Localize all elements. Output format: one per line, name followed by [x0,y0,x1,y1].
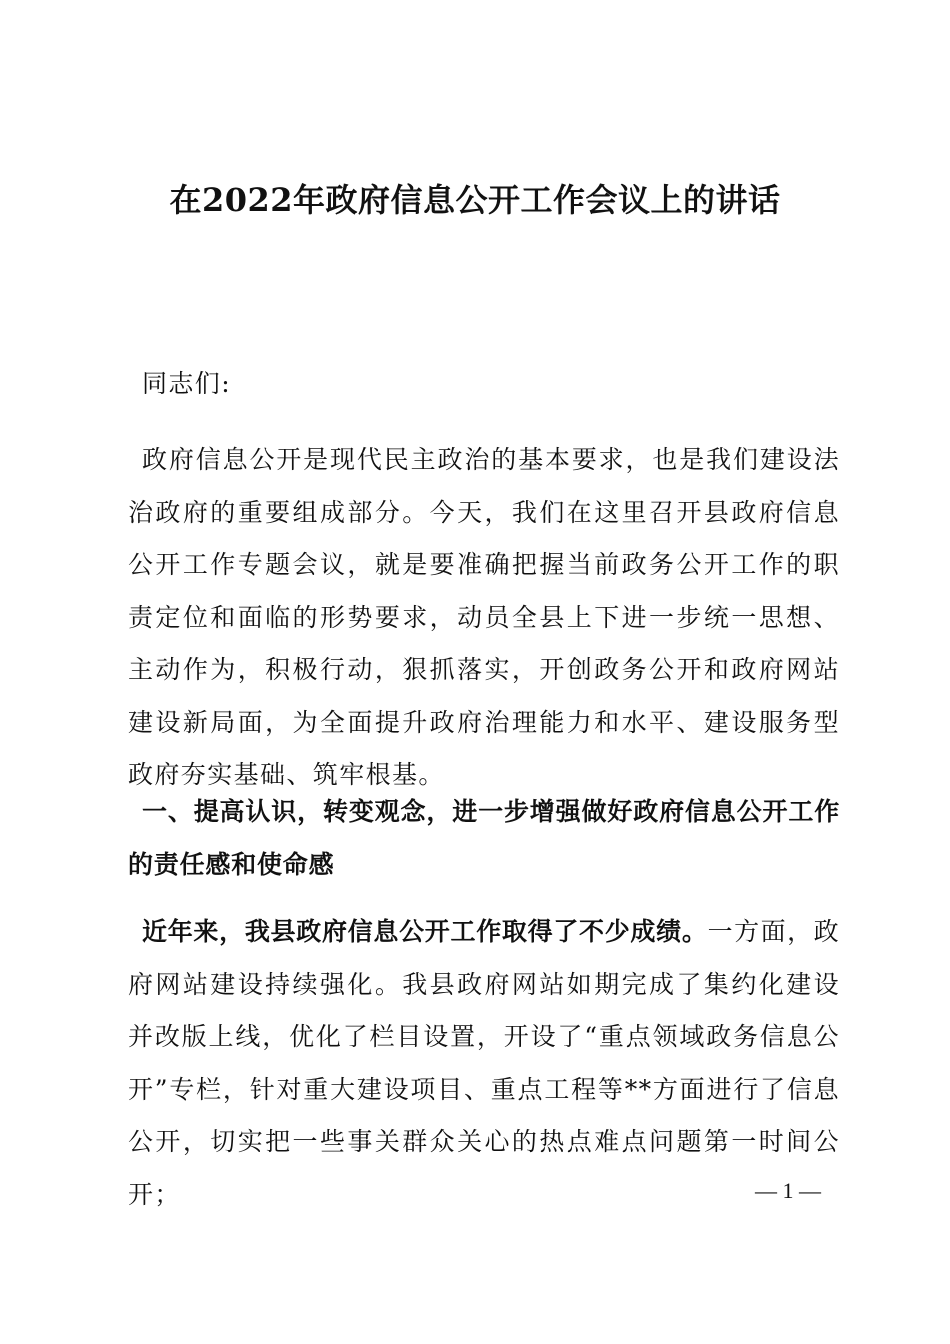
paragraph-section-1 [128,906,840,1221]
paragraph-intro: 政府信息公开是现代民主政治的基本要求，也是我们建设法治政府的重要组成部分。今天，我们在这里召开县政府信息公开工作专题会议，就是要准确把握当前政务公开工作的职责定位和面临的形势要求，动员全县上下进一步统一思想、主动作为，积极行动，狠抓落实，开创政务公开和政府网站建设新局面，为全面提升政府治理能力和水平、建设服务型政府夯实基础、筑牢根基。 [128,445,840,789]
section-heading-1: 一、提高认识，转变观念，进一步增强做好政府信息公开工作的责任感和使命感 [128,797,840,879]
paragraph-lead-sentence: 近年来，我县政府信息公开工作取得了不少成绩。 [142,917,708,946]
document-title: 在2022年政府信息公开工作会议上的讲话 [169,181,781,219]
salutation: 同志们: [142,369,232,398]
page-number: — 1 — [755,1178,821,1203]
paragraph-body: 一方面，政府网站建设持续强化。我县政府网站如期完成了集约化建设并改版上线，优化了栏目设置，开设了“重点领域政务信息公开”专栏，针对重大建设项目、重点工程等**方面进行了信息公开，切实把一些事关群众关心的热点难点问题第一时间公开； [128,917,840,1209]
